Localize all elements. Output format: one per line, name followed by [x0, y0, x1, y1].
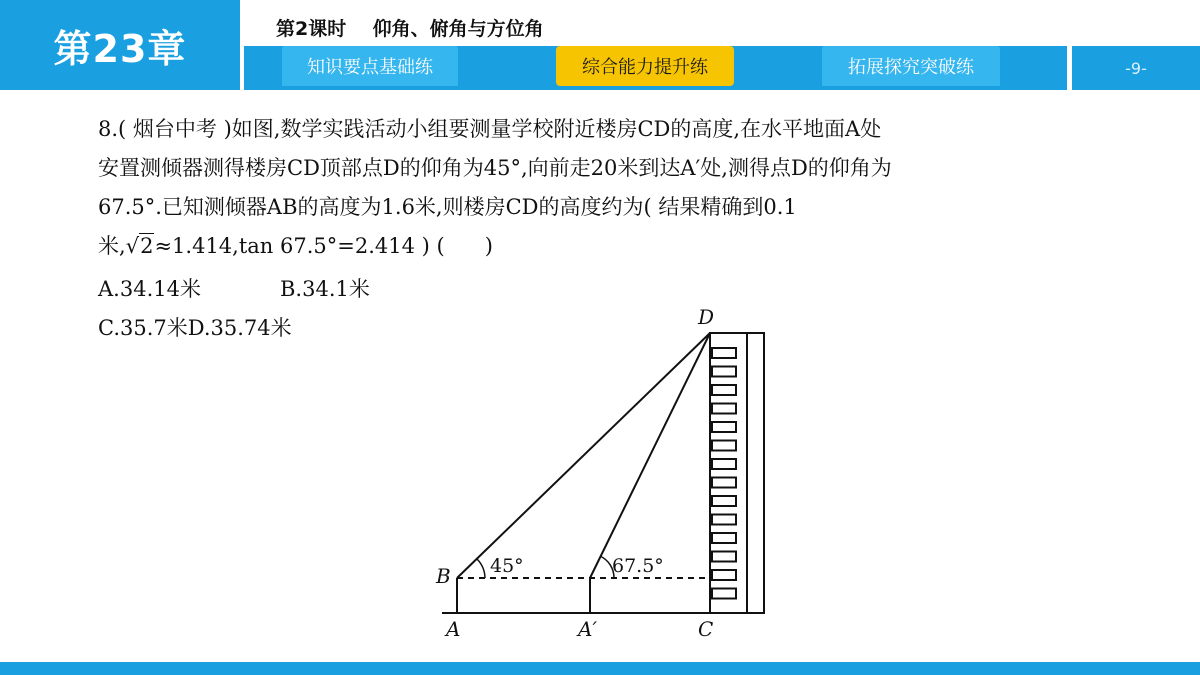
window: [712, 589, 736, 599]
angle-label-67-5: 67.5°: [612, 555, 664, 577]
window: [712, 348, 736, 358]
tab-comprehensive-practice[interactable]: 综合能力提升练: [556, 46, 734, 86]
chapter-title: 第23章: [0, 0, 240, 90]
option-d[interactable]: D.35.74米: [187, 316, 292, 340]
window: [712, 422, 736, 432]
header: [0, 0, 1200, 90]
sqrt-radicand: 2: [140, 234, 154, 258]
point-label-c: C: [698, 617, 714, 641]
window: [712, 404, 736, 414]
window: [712, 441, 736, 451]
question-line-2: 安置测倾器测得楼房CD顶部点D的仰角为45°,向前走20米到达A′处,测得点D的仰角为: [98, 156, 892, 180]
point-label-a-prime: A′: [578, 617, 597, 641]
question-line-3: 67.5°.已知测倾器AB的高度为1.6米,则楼房CD的高度约为( 结果精确到0.1: [98, 195, 797, 219]
window: [712, 515, 736, 525]
line4-suffix: ≈1.414,tan 67.5°=2.414 ) ( ): [154, 234, 493, 258]
window: [712, 459, 736, 469]
sqrt-expression: [126, 227, 155, 266]
angle-arc-45: [477, 559, 485, 578]
option-c[interactable]: C.35.7米: [98, 316, 188, 340]
question-line-4: [98, 227, 1118, 266]
bottom-bar: [0, 662, 1200, 675]
sight-line-45: [457, 333, 710, 578]
question-text: [98, 110, 1118, 266]
answer-options: [98, 270, 370, 348]
window: [712, 367, 736, 377]
tab-basic-practice[interactable]: 知识要点基础练: [282, 46, 458, 86]
angle-label-45: 45°: [490, 555, 524, 577]
geometry-figure: [420, 300, 800, 645]
option-a[interactable]: A.34.14米: [98, 277, 201, 301]
point-label-b: B: [436, 564, 451, 588]
option-b[interactable]: B.34.1米: [280, 277, 370, 301]
window: [712, 533, 736, 543]
page-number: -9-: [1072, 46, 1200, 90]
figure-svg: [420, 300, 800, 645]
sight-line-67-5: [590, 333, 710, 578]
tab-extension-practice[interactable]: 拓展探究突破练: [822, 46, 1000, 86]
window: [712, 478, 736, 488]
point-label-a: A: [446, 617, 461, 641]
window: [712, 552, 736, 562]
window: [712, 496, 736, 506]
window: [712, 570, 736, 580]
options-row-2: [98, 309, 370, 348]
line4-prefix: 米,: [98, 234, 126, 258]
question-line-1: 8.( 烟台中考 )如图,数学实践活动小组要测量学校附近楼房CD的高度,在水平地面A处: [98, 117, 882, 141]
sqrt-sign: √: [125, 234, 140, 258]
building-windows: [712, 348, 736, 599]
lesson-title: 第2课时 仰角、俯角与方位角: [276, 18, 544, 40]
options-row-1: [98, 270, 370, 309]
window: [712, 385, 736, 395]
point-label-d: D: [698, 305, 715, 329]
